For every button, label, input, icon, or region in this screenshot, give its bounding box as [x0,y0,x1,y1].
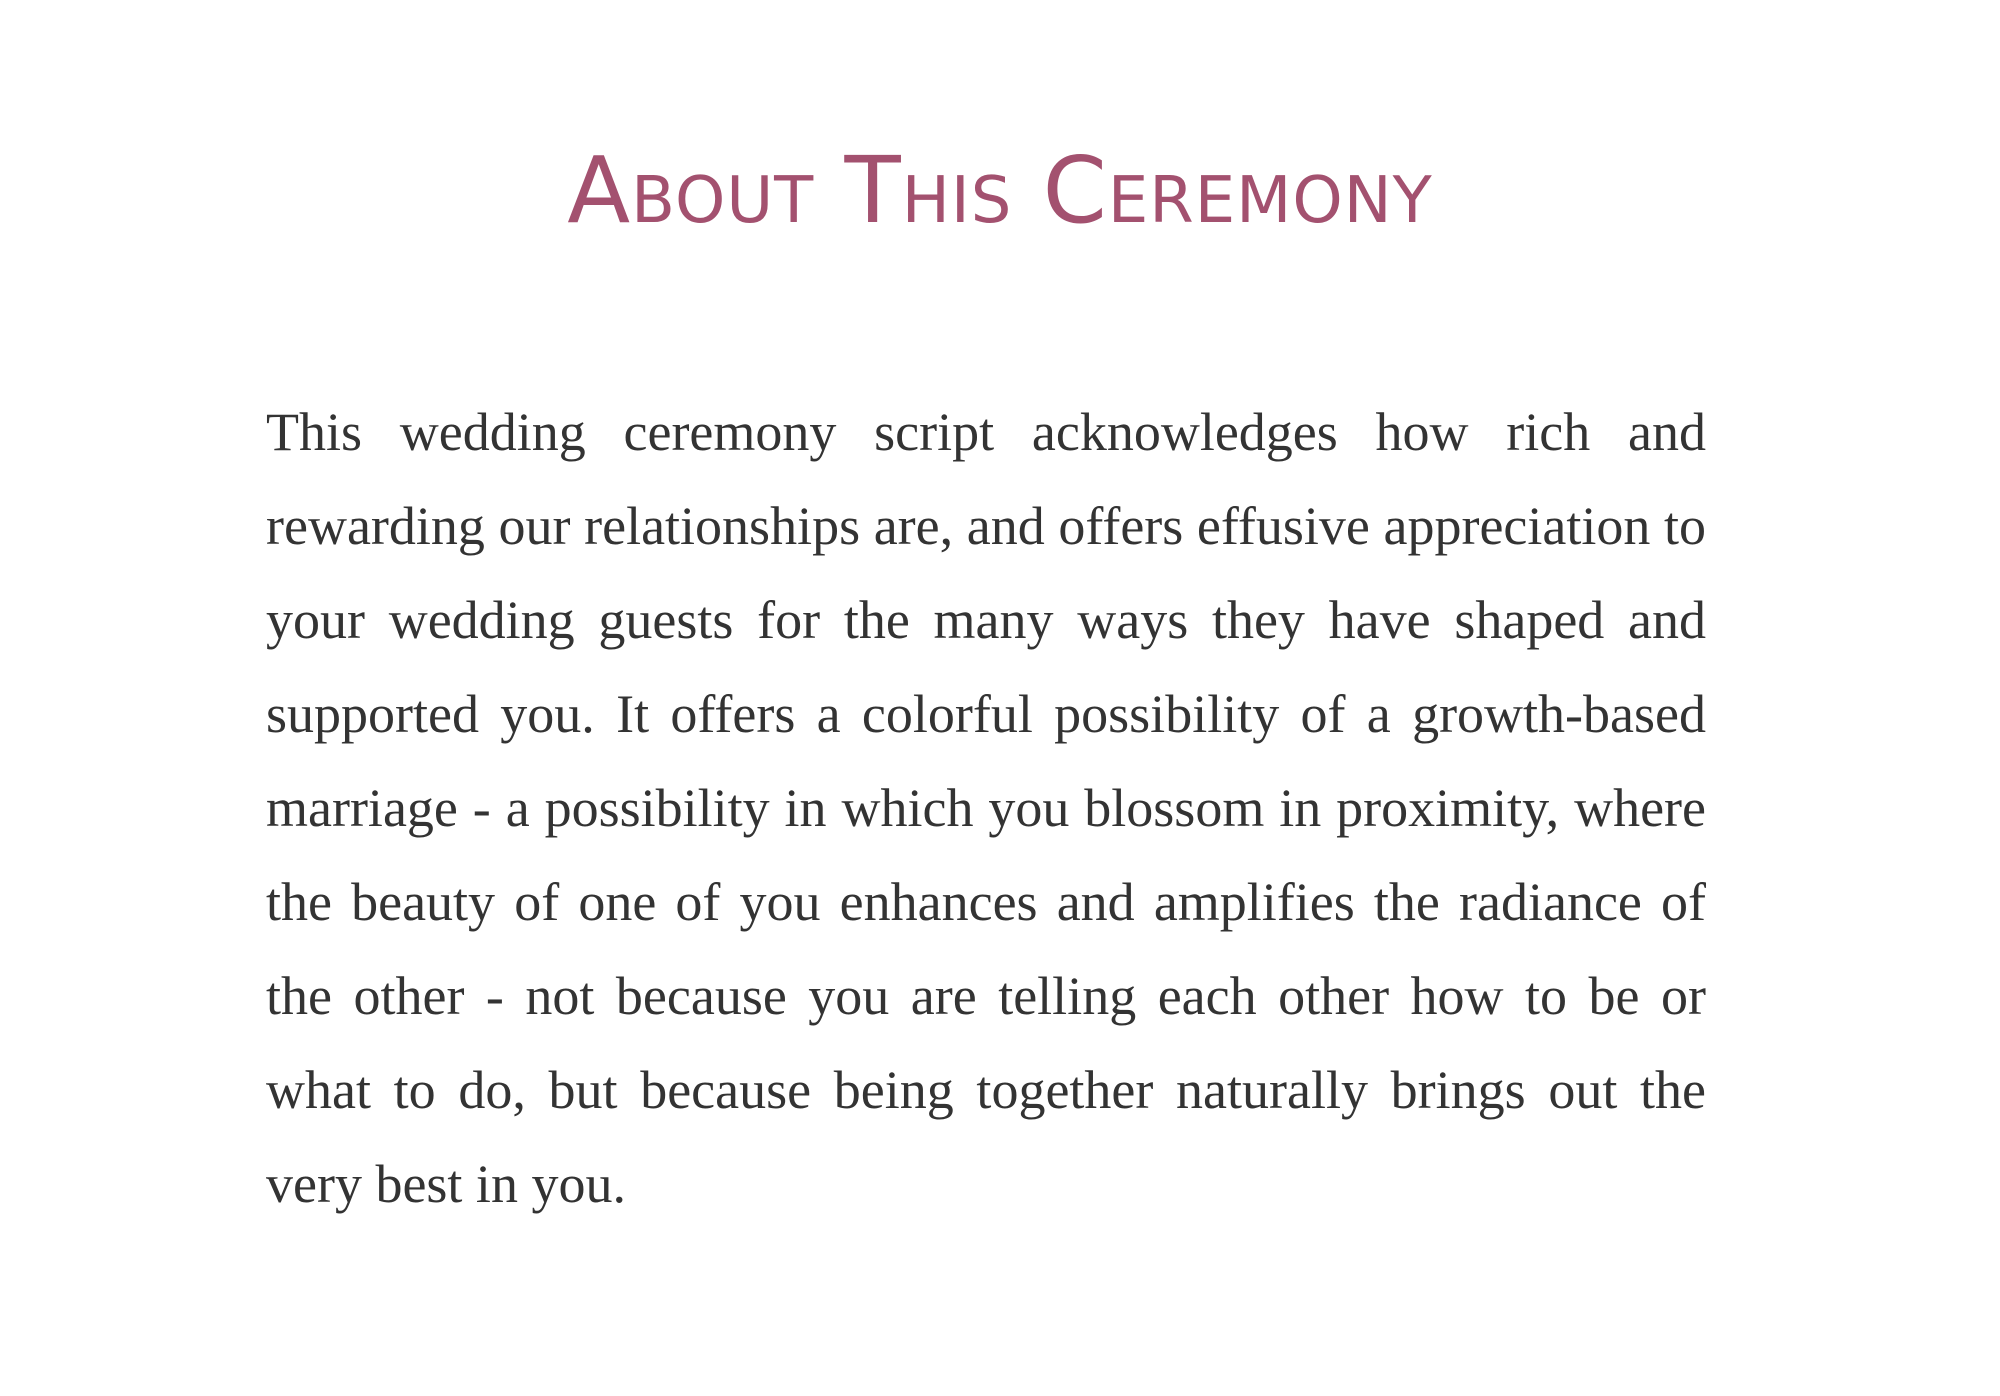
page-title: About This Ceremony [567,137,1433,244]
body-paragraph: This wedding ceremony script acknowledges how rich and rewarding our relationships are, and offers effusive appreciation to your wedding guests for the many ways they have shaped and supported you. It offers a colorful possibility of a growth-based marriage - a possibility in which you blossom in proximity, where the beauty of one of you enhances and amplifies the radiance of the other - not because you are telling each other how to be or what to do, but because being together naturally brings out the very best in you. [266,402,1706,1214]
